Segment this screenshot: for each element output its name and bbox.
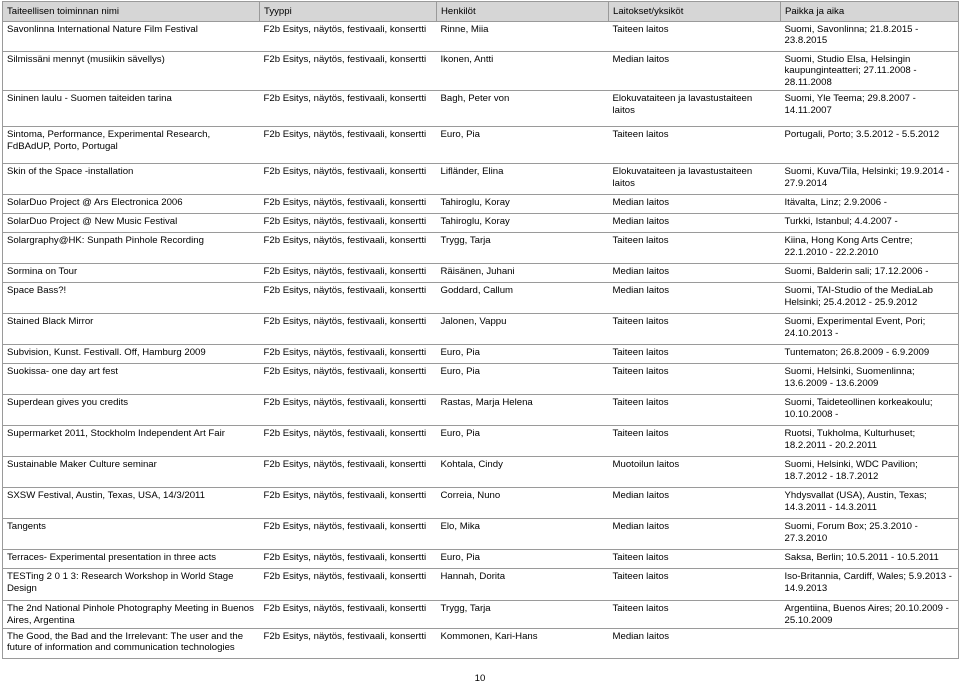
cell-units: Taiteen laitos: [609, 426, 781, 457]
cell-place-time: [781, 629, 959, 659]
cell-place-time: Tuntematon; 26.8.2009 - 6.9.2009: [781, 345, 959, 364]
table-row: [3, 214, 959, 233]
column-header-place-time: Paikka ja aika: [781, 2, 959, 22]
cell-place-time: Turkki, Istanbul; 4.4.2007 -: [781, 214, 959, 233]
table-row: [3, 91, 959, 127]
cell-type: F2b Esitys, näytös, festivaali, konsertti: [260, 550, 437, 569]
cell-place-time: Suomi, Yle Teema; 29.8.2007 - 14.11.2007: [781, 91, 959, 127]
table-row: [3, 233, 959, 264]
cell-name: Stained Black Mirror: [3, 314, 260, 345]
column-header-units: Laitokset/yksiköt: [609, 2, 781, 22]
cell-units: Taiteen laitos: [609, 550, 781, 569]
cell-persons: Kommonen, Kari-Hans: [437, 629, 609, 659]
cell-type: F2b Esitys, näytös, festivaali, konsertti: [260, 164, 437, 195]
cell-persons: Ikonen, Antti: [437, 52, 609, 91]
cell-name: Terraces- Experimental presentation in three acts: [3, 550, 260, 569]
cell-type: F2b Esitys, näytös, festivaali, konsertti: [260, 569, 437, 601]
cell-units: Median laitos: [609, 264, 781, 283]
cell-units: Taiteen laitos: [609, 127, 781, 164]
cell-units: Elokuvataiteen ja lavastustaiteen laitos: [609, 164, 781, 195]
cell-name: Sininen laulu - Suomen taiteiden tarina: [3, 91, 260, 127]
cell-persons: Rinne, Miia: [437, 22, 609, 52]
cell-name: The 2nd National Pinhole Photography Meeting in Buenos Aires, Argentina: [3, 601, 260, 629]
cell-place-time: Suomi, Taideteollinen korkeakoulu; 10.10.2008 -: [781, 395, 959, 426]
cell-units: Taiteen laitos: [609, 601, 781, 629]
column-header-persons: Henkilöt: [437, 2, 609, 22]
cell-units: Median laitos: [609, 52, 781, 91]
cell-name: Solargraphy@HK: Sunpath Pinhole Recording: [3, 233, 260, 264]
table-row: [3, 550, 959, 569]
column-header-type: Tyyppi: [260, 2, 437, 22]
table-row: [3, 519, 959, 550]
cell-type: F2b Esitys, näytös, festivaali, konsertti: [260, 629, 437, 659]
header-row: [3, 2, 959, 22]
cell-place-time: Suomi, TAI-Studio of the MediaLab Helsinki; 25.4.2012 - 25.9.2012: [781, 283, 959, 314]
cell-type: F2b Esitys, näytös, festivaali, konsertti: [260, 426, 437, 457]
cell-persons: Tahiroglu, Koray: [437, 195, 609, 214]
column-header-name: Taiteellisen toiminnan nimi: [3, 2, 260, 22]
cell-place-time: Suomi, Forum Box; 25.3.2010 - 27.3.2010: [781, 519, 959, 550]
cell-place-time: Kiina, Hong Kong Arts Centre; 22.1.2010 - 22.2.2010: [781, 233, 959, 264]
cell-name: Supermarket 2011, Stockholm Independent Art Fair: [3, 426, 260, 457]
cell-type: F2b Esitys, näytös, festivaali, konsertti: [260, 519, 437, 550]
cell-name: Sintoma, Performance, Experimental Research, FdBAdUP, Porto, Portugal: [3, 127, 260, 164]
table-row: [3, 629, 959, 659]
cell-name: Skin of the Space -installation: [3, 164, 260, 195]
cell-persons: Lifländer, Elina: [437, 164, 609, 195]
cell-units: Median laitos: [609, 629, 781, 659]
cell-type: F2b Esitys, näytös, festivaali, konsertti: [260, 195, 437, 214]
table-row: [3, 164, 959, 195]
cell-name: Suokissa- one day art fest: [3, 364, 260, 395]
table-row: [3, 314, 959, 345]
table-row: [3, 395, 959, 426]
cell-units: Taiteen laitos: [609, 22, 781, 52]
cell-name: Subvision, Kunst. Festivall. Off, Hamburg 2009: [3, 345, 260, 364]
cell-name: Sustainable Maker Culture seminar: [3, 457, 260, 488]
cell-name: Savonlinna International Nature Film Festival: [3, 22, 260, 52]
cell-type: F2b Esitys, näytös, festivaali, konsertti: [260, 264, 437, 283]
cell-persons: Euro, Pia: [437, 127, 609, 164]
cell-persons: Tahiroglu, Koray: [437, 214, 609, 233]
cell-persons: Rastas, Marja Helena: [437, 395, 609, 426]
cell-place-time: Suomi, Savonlinna; 21.8.2015 - 23.8.2015: [781, 22, 959, 52]
cell-units: Taiteen laitos: [609, 233, 781, 264]
cell-units: Median laitos: [609, 488, 781, 519]
cell-persons: Jalonen, Vappu: [437, 314, 609, 345]
cell-persons: Euro, Pia: [437, 364, 609, 395]
cell-persons: Trygg, Tarja: [437, 233, 609, 264]
cell-type: F2b Esitys, näytös, festivaali, konsertti: [260, 52, 437, 91]
cell-place-time: Suomi, Kuva/Tila, Helsinki; 19.9.2014 - 27.9.2014: [781, 164, 959, 195]
cell-place-time: Suomi, Balderin sali; 17.12.2006 -: [781, 264, 959, 283]
cell-name: SolarDuo Project @ Ars Electronica 2006: [3, 195, 260, 214]
cell-persons: Trygg, Tarja: [437, 601, 609, 629]
table-row: [3, 488, 959, 519]
cell-place-time: Portugali, Porto; 3.5.2012 - 5.5.2012: [781, 127, 959, 164]
cell-type: F2b Esitys, näytös, festivaali, konsertti: [260, 127, 437, 164]
table-row: [3, 52, 959, 91]
cell-name: TESTing 2 0 1 3: Research Workshop in World Stage Design: [3, 569, 260, 601]
cell-units: Taiteen laitos: [609, 314, 781, 345]
cell-type: F2b Esitys, näytös, festivaali, konsertti: [260, 233, 437, 264]
cell-place-time: Suomi, Experimental Event, Pori; 24.10.2013 -: [781, 314, 959, 345]
table-row: [3, 601, 959, 629]
cell-type: F2b Esitys, näytös, festivaali, konsertti: [260, 601, 437, 629]
cell-name: The Good, the Bad and the Irrelevant: The user and the future of information and communication technologies: [3, 629, 260, 659]
cell-units: Taiteen laitos: [609, 395, 781, 426]
cell-name: Sormina on Tour: [3, 264, 260, 283]
cell-persons: Euro, Pia: [437, 345, 609, 364]
cell-units: Median laitos: [609, 195, 781, 214]
cell-units: Median laitos: [609, 519, 781, 550]
table-row: [3, 569, 959, 601]
cell-persons: Hannah, Dorita: [437, 569, 609, 601]
cell-units: Median laitos: [609, 214, 781, 233]
cell-place-time: Itävalta, Linz; 2.9.2006 -: [781, 195, 959, 214]
table-row: [3, 283, 959, 314]
cell-type: F2b Esitys, näytös, festivaali, konsertti: [260, 457, 437, 488]
cell-type: F2b Esitys, näytös, festivaali, konsertti: [260, 91, 437, 127]
cell-persons: Euro, Pia: [437, 426, 609, 457]
cell-type: F2b Esitys, näytös, festivaali, konsertti: [260, 488, 437, 519]
cell-persons: Räisänen, Juhani: [437, 264, 609, 283]
cell-type: F2b Esitys, näytös, festivaali, konsertti: [260, 22, 437, 52]
cell-type: F2b Esitys, näytös, festivaali, konsertti: [260, 283, 437, 314]
cell-units: Muotoilun laitos: [609, 457, 781, 488]
cell-type: F2b Esitys, näytös, festivaali, konsertti: [260, 395, 437, 426]
cell-name: SolarDuo Project @ New Music Festival: [3, 214, 260, 233]
cell-persons: Kohtala, Cindy: [437, 457, 609, 488]
cell-units: Taiteen laitos: [609, 345, 781, 364]
cell-persons: Elo, Mika: [437, 519, 609, 550]
cell-place-time: Suomi, Helsinki, Suomenlinna; 13.6.2009 - 13.6.2009: [781, 364, 959, 395]
cell-place-time: Suomi, Helsinki, WDC Pavilion; 18.7.2012 - 18.7.2012: [781, 457, 959, 488]
cell-units: Elokuvataiteen ja lavastustaiteen laitos: [609, 91, 781, 127]
cell-place-time: Yhdysvallat (USA), Austin, Texas; 14.3.2011 - 14.3.2011: [781, 488, 959, 519]
cell-name: SXSW Festival, Austin, Texas, USA, 14/3/2011: [3, 488, 260, 519]
cell-type: F2b Esitys, näytös, festivaali, konsertti: [260, 214, 437, 233]
cell-place-time: Saksa, Berlin; 10.5.2011 - 10.5.2011: [781, 550, 959, 569]
cell-place-time: Ruotsi, Tukholma, Kulturhuset; 18.2.2011 - 20.2.2011: [781, 426, 959, 457]
cell-place-time: Suomi, Studio Elsa, Helsingin kaupunginteatteri; 27.11.2008 - 28.11.2008: [781, 52, 959, 91]
cell-type: F2b Esitys, näytös, festivaali, konsertti: [260, 314, 437, 345]
table-row: [3, 457, 959, 488]
table-row: [3, 195, 959, 214]
cell-units: Taiteen laitos: [609, 569, 781, 601]
table-row: [3, 22, 959, 52]
cell-name: Silmissäni mennyt (musiikin sävellys): [3, 52, 260, 91]
cell-persons: Goddard, Callum: [437, 283, 609, 314]
cell-persons: Bagh, Peter von: [437, 91, 609, 127]
page-number: 10: [474, 673, 486, 684]
cell-persons: Correia, Nuno: [437, 488, 609, 519]
table-row: [3, 345, 959, 364]
cell-place-time: Iso-Britannia, Cardiff, Wales; 5.9.2013 - 14.9.2013: [781, 569, 959, 601]
table-row: [3, 426, 959, 457]
cell-type: F2b Esitys, näytös, festivaali, konsertti: [260, 364, 437, 395]
cell-units: Taiteen laitos: [609, 364, 781, 395]
table-row: [3, 364, 959, 395]
cell-name: Space Bass?!: [3, 283, 260, 314]
cell-name: Superdean gives you credits: [3, 395, 260, 426]
cell-persons: Euro, Pia: [437, 550, 609, 569]
cell-name: Tangents: [3, 519, 260, 550]
table-row: [3, 264, 959, 283]
cell-type: F2b Esitys, näytös, festivaali, konsertti: [260, 345, 437, 364]
cell-units: Median laitos: [609, 283, 781, 314]
cell-place-time: Argentiina, Buenos Aires; 20.10.2009 - 25.10.2009: [781, 601, 959, 629]
table-row: [3, 127, 959, 164]
results-table: [2, 1, 959, 659]
